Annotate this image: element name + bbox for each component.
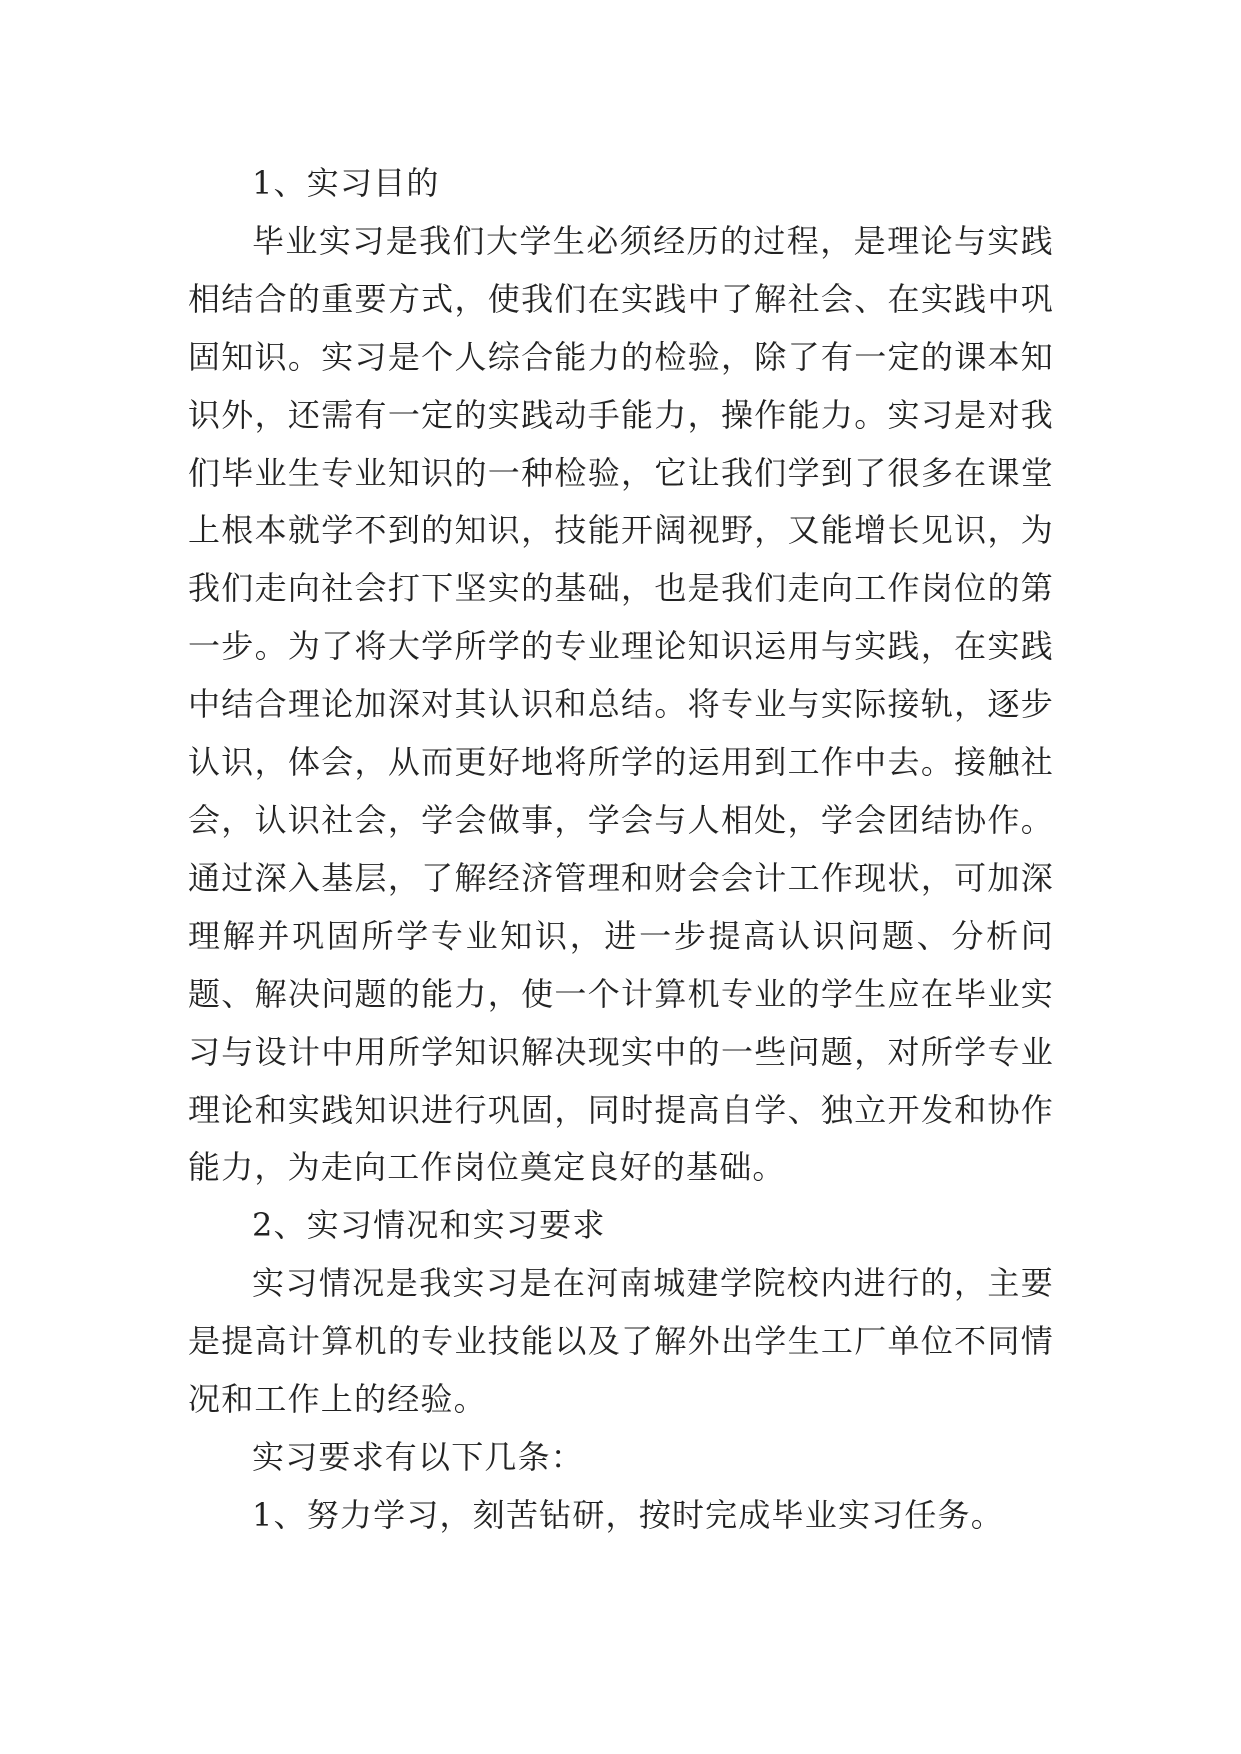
paragraph-purpose-body: 毕业实习是我们大学生必须经历的过程，是理论与实践相结合的重要方式，使我们在实践中了解社会、在实践中巩固知识。实习是个人综合能力的检验，除了有一定的课本知识外，还需有一定的实践动手能力，操作能力。实习是对我们毕业生专业知识的一种检验，它让我们学到了很多在课堂上根本就学不到的知识，技能开阔视野，又能增长见识，为我们走向社会打下坚实的基础，也是我们走向工作岗位的第一步。为了将大学所学的专业理论知识运用与实践，在实践中结合理论加深对其认识和总结。将专业与实际接轨，逐步认识，体会，从而更好地将所学的运用到工作中去。接触社会，认识社会，学会做事，学会与人相处，学会团结协作。通过深入基层，了解经济管理和财会会计工作现状，可加深理解并巩固所学专业知识，进一步提高认识问题、分析问题、解决问题的能力，使一个计算机专业的学生应在毕业实习与设计中用所学知识解决现实中的一些问题，对所学专业理论和实践知识进行巩固，同时提高自学、独立开发和协作能力，为走向工作岗位奠定良好的基础。	[188, 221, 1054, 1187]
paragraph-requirements-intro: 实习要求有以下几条：	[252, 1437, 585, 1476]
section-heading-purpose: 1、实习目的	[252, 164, 440, 202]
document-body	[188, 155, 1054, 1545]
section-heading-situation: 2、实习情况和实习要求	[252, 1206, 606, 1245]
list-item-requirement-1: 1、努力学习，刻苦钻研，按时完成毕业实习任务。	[252, 1495, 1004, 1534]
paragraph-situation-body: 实习情况是我实习是在河南城建学院校内进行的，主要是提高计算机的专业技能以及了解外出学生工厂单位不同情况和工作上的经验。	[188, 1264, 1054, 1419]
